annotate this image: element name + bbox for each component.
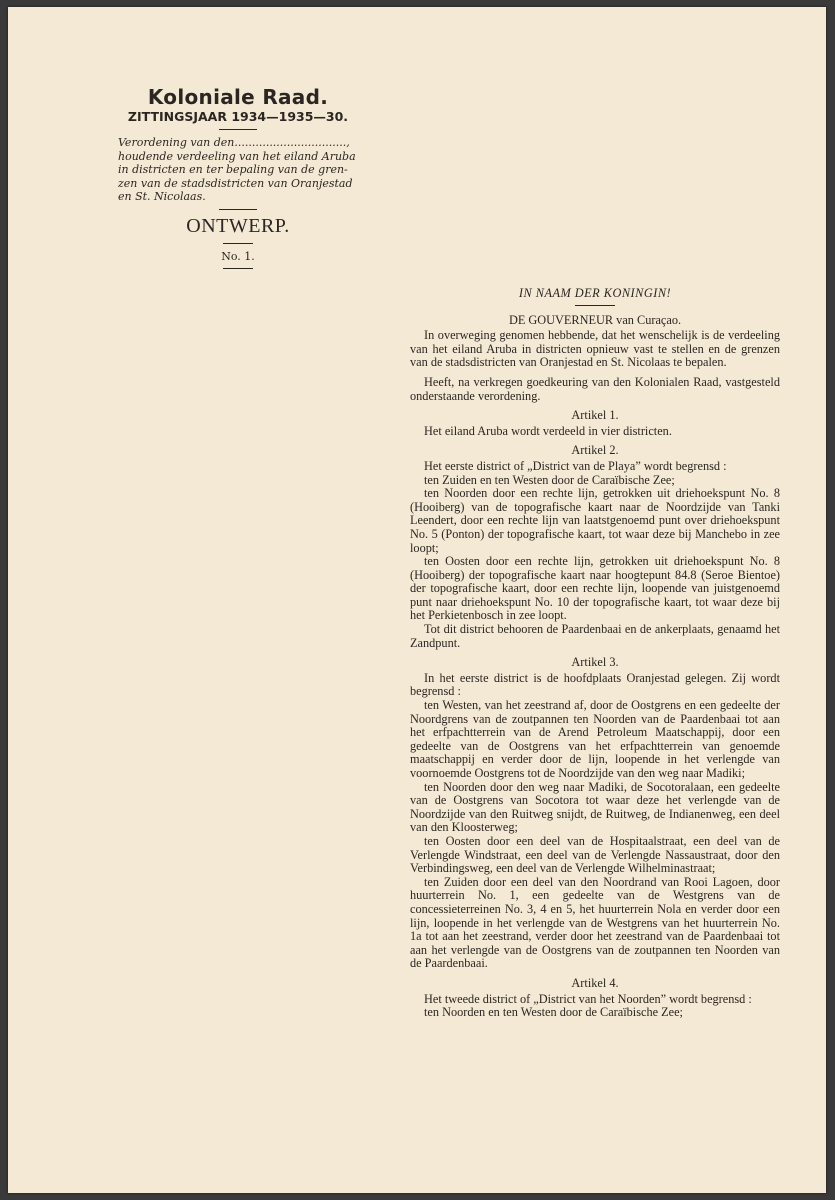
divider: [219, 209, 257, 210]
governor-line: DE GOUVERNEUR van Curaçao.: [508, 312, 682, 327]
bleed-through-text: [423, 92, 793, 226]
preamble-paragraph: Heeft, na verkregen goedkeuring van den Kolonialen Raad, vastgesteld onderstaande verordening.: [410, 374, 780, 403]
divider: [223, 268, 253, 269]
article-paragraph: ten Oosten door een deel van de Hospitaalstraat, een deel van de Verlengde Windstraat, een deel van de Verlengde Nassaustraat, door den Verbindingsweg, een deel van de Verlengde Wilhelminastraat;: [410, 833, 780, 876]
article-paragraph: ten Noorden en ten Westen door de Caraïbische Zee;: [424, 1005, 683, 1020]
article-paragraph: ten Oosten door een rechte lijn, getrokken uit driehoekspunt No. 8 (Hooiberg) der topografische kaart naar hoogtepunt 84.8 (Seroe Bientoe) der topografische kaart, door een rechte lijn, loopende van juistgenoemd punt naar driehoekspunt No. 10 der topografische kaart, tot waar deze bij het Perkietenbosch in zee loopt.: [410, 554, 780, 623]
article-title: Artikel 3.: [571, 655, 619, 670]
divider: [575, 305, 615, 306]
divider: [219, 129, 257, 130]
article-paragraph: Het eerste district of „District van de Playa” wordt begrensd :: [424, 458, 727, 473]
caption-line: houdende verdeeling van het eiland Aruba: [118, 149, 356, 163]
article-paragraph: ten Zuiden door een deel van den Noordrand van Rooi Lagoen, door huurterrein No. 1, een gedeelte van de Westgrens van de concessieterreinen No. 3, 4 en 5, het huurterrein Nola en verder door een lijn, loopende in het verlengde van de Westgrens van het huurterrein No. 1a tot aan het zeestrand, verder door het zeestrand van de Paardenbaai tot aan het verlengde van de Oostgrens van de zoutpannen ten Noorden van de Paardenbaai.: [410, 874, 780, 971]
title-block: [108, 85, 368, 274]
article-paragraph: Het eiland Aruba wordt verdeeld in vier districten.: [424, 423, 672, 438]
caption-line: in districten en ter bepaling van de gren-: [118, 163, 348, 176]
session-year: ZITTINGSJAAR 1934—1935—30.: [127, 109, 349, 124]
caption-line: Verordening van den................................,: [118, 136, 350, 149]
document-page: [8, 7, 826, 1193]
article-title: Artikel 1.: [571, 408, 619, 423]
ordinance-caption: [118, 136, 368, 204]
ordinance-text: [410, 287, 780, 1020]
preamble-paragraph: In overweging genomen hebbende, dat het wenschelijk is de verdeeling van het eiland Aruba in districten opnieuw vast te stellen en de grenzen van de stadsdistricten van Oranjestad en St. Nicolaas te bepalen.: [410, 328, 780, 370]
caption-line: zen van de stadsdistricten van Oranjestad: [118, 176, 353, 190]
article-paragraph: In het eerste district is de hoofdplaats Oranjestad gelegen. Zij wordt begrensd :: [410, 670, 780, 699]
article-title: Artikel 4.: [571, 975, 619, 990]
document-number: No. 1.: [221, 249, 255, 263]
article-paragraph: Het tweede district of „District van het Noorden” wordt begrensd :: [424, 991, 752, 1006]
draft-label: ONTWERP.: [186, 214, 290, 237]
divider: [223, 243, 253, 244]
article-paragraph: ten Noorden door den weg naar Madiki, de Socotoralaan, een gedeelte van de Oostgrens van Socotora tot waar deze het verlengde van de Noordzijde van den Ruitweg snijdt, de Ruitweg, de Indianenweg, een deel van den Kloosterweg;: [410, 779, 780, 835]
article-paragraph: Tot dit district behooren de Paardenbaai en de ankerplaats, genaamd het Zandpunt.: [410, 622, 780, 650]
article-title: Artikel 2.: [571, 443, 619, 458]
invocation: IN NAAM DER KONINGIN!: [518, 286, 672, 300]
organisation-title: Koloniale Raad.: [147, 85, 329, 109]
article-paragraph: ten Zuiden en ten Westen door de Caraïbische Zee;: [424, 472, 675, 487]
article-paragraph: ten Noorden door een rechte lijn, getrokken uit driehoekspunt No. 8 (Hooiberg) van de topografische kaart naar de Noordzijde van Tanki Leendert, door een rechte lijn van laatstgenoemd punt over driehoekspunt No. 5 (Ponton) der topografische kaart, tot waar deze bij Manchebo in zee loopt;: [410, 486, 780, 555]
caption-line: en St. Nicolaas.: [118, 190, 206, 203]
article-paragraph: ten Westen, van het zeestrand af, door de Oostgrens en een gedeelte der Noordgrens van de zoutpannen ten Noorden van de Paardenbaai tot aan het erfpachtterrein van de Arend Petroleum Maatschappij, door een gedeelte van de Oostgrens van het erfpachtterrein van genoemde maatschappij en verder door de lijn, loopende in het verlengde van voornoemde Oostgrens tot de Noordzijde van den weg naar Madiki;: [410, 698, 780, 780]
